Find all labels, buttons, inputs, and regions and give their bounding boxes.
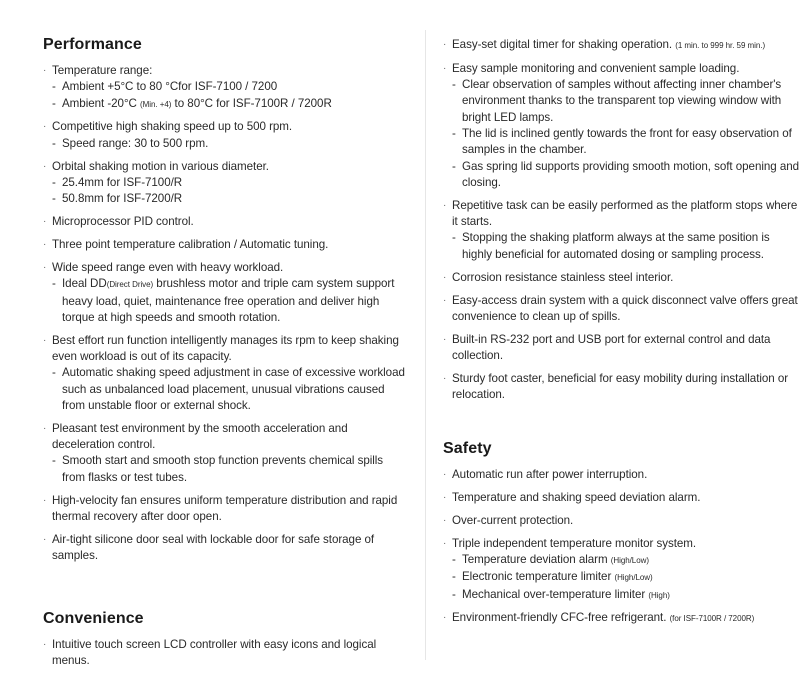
text: The lid is inclined gently towards the front for easy observation of samples in the chamber. (462, 127, 792, 157)
convenience-list (43, 637, 408, 670)
dash-icon: - (452, 552, 456, 566)
text: Ideal DD (62, 277, 107, 291)
dash-icon: - (52, 175, 56, 189)
text: Ambient +5°C to 80 °Cfor ISF-7100 / 7200 (62, 80, 278, 94)
bullet-icon: · (443, 612, 447, 624)
text: Pleasant test environment by the smooth acceleration and deceleration control. (52, 421, 348, 452)
text: Microprocessor PID control. (52, 215, 194, 229)
sub-item (52, 365, 408, 414)
text: Three point temperature calibration / Automatic tuning. (52, 238, 329, 252)
text: Automatic run after power interruption. (452, 468, 648, 481)
dash-icon: - (452, 231, 456, 245)
list-item (43, 260, 408, 326)
text: brushless motor and triple cam system support heavy load, quiet, maintenance free operation and deliver high torque at high speeds and smooth rotation. (62, 277, 395, 324)
bullet-icon: · (443, 514, 447, 526)
sub-item (452, 159, 800, 192)
dash-icon: - (52, 192, 56, 206)
convenience-continued-list (443, 37, 800, 404)
text: Temperature deviation alarm (462, 552, 611, 566)
list-item (443, 490, 800, 506)
list-item (443, 270, 800, 286)
list-item (443, 467, 800, 483)
text: to 80°C for ISF-7100R / 7200R (171, 96, 332, 110)
safety-heading: Safety (443, 440, 492, 457)
text: Easy sample monitoring and convenient sample loading. (452, 61, 740, 75)
list-item (43, 63, 408, 113)
convenience-heading: Convenience (43, 610, 144, 627)
small-note: (for ISF-7100R / 7200R) (669, 614, 755, 624)
sub-item (52, 191, 408, 207)
text: Easy-access drain system with a quick disconnect valve offers great convenience to clean up of spills. (452, 293, 798, 323)
list-item (443, 332, 800, 365)
text: Environment-friendly CFC-free refrigerant. (452, 611, 670, 625)
dash-icon: - (452, 159, 456, 173)
dash-icon: - (52, 277, 56, 291)
text: Air-tight silicone door seal with lockable door for safe storage of samples. (52, 532, 375, 563)
bullet-icon: · (43, 422, 47, 434)
sub-item (52, 276, 408, 326)
list-item (443, 61, 800, 191)
list-item (443, 371, 800, 404)
list-item (443, 293, 800, 326)
text: Automatic shaking speed adjustment in case of excessive workload such as unbalanced load placement, unusual vibrations caused from unstable floor or external shock. (62, 366, 405, 412)
text: Ambient -20°C (62, 96, 141, 110)
sub-item (52, 175, 408, 191)
dash-icon: - (52, 366, 56, 380)
column-divider (425, 30, 426, 660)
text: Best effort run function intelligently manages its rpm to keep shaking even workload is out of its capacity. (52, 333, 399, 364)
sub-item (52, 96, 408, 113)
bullet-icon: · (443, 39, 447, 50)
text: Repetitive task can be easily performed as the platform stops where it starts. (452, 198, 798, 229)
text: Corrosion resistance stainless steel interior. (452, 270, 674, 284)
text: Gas spring lid supports providing smooth motion, soft opening and closing. (462, 159, 800, 189)
text: Speed range: 30 to 500 rpm. (62, 136, 209, 150)
list-item (443, 610, 800, 627)
text: Intuitive touch screen LCD controller with easy icons and logical menus. (52, 638, 377, 668)
bullet-icon: · (443, 372, 447, 384)
list-item (43, 637, 408, 670)
text: Triple independent temperature monitor system. (452, 536, 697, 550)
sub-item (452, 230, 800, 263)
safety-section (443, 440, 800, 634)
safety-list (443, 467, 800, 628)
text: 25.4mm for ISF-7100/R (62, 175, 183, 189)
bullet-icon: · (43, 239, 47, 251)
list-item (43, 333, 408, 414)
text: Stopping the shaking platform always at the same position is highly beneficial for automated dosing or sampling process. (462, 231, 770, 261)
sub-item (452, 587, 800, 604)
text: Over-current protection. (452, 513, 574, 527)
text: Smooth start and smooth stop function prevents chemical spills from flasks or test tubes. (62, 454, 384, 484)
bullet-icon: · (443, 537, 447, 549)
list-item (43, 119, 408, 152)
text: High-velocity fan ensures uniform temperature distribution and rapid thermal recovery after door open. (52, 493, 398, 523)
bullet-icon: · (43, 121, 47, 133)
text: Competitive high shaking speed up to 500 rpm. (52, 120, 293, 134)
text: Easy-set digital timer for shaking operation. (452, 38, 676, 51)
text: Orbital shaking motion in various diameter. (52, 159, 269, 173)
small-note: (1 min. to 999 hr. 59 min.) (675, 41, 766, 50)
list-item (443, 198, 800, 263)
list-item (43, 421, 408, 486)
dash-icon: - (52, 136, 56, 150)
text: Wide speed range even with heavy workload. (52, 260, 284, 274)
sub-item (452, 77, 800, 126)
small-note: (High/Low) (614, 573, 653, 583)
dash-icon: - (452, 587, 456, 601)
small-note: (Min. +4) (140, 99, 172, 109)
text: Temperature range: (52, 64, 153, 77)
sub-item (52, 453, 408, 486)
text: Built-in RS-232 port and USB port for external control and data collection. (452, 332, 771, 363)
bullet-icon: · (43, 261, 47, 273)
bullet-icon: · (443, 62, 447, 74)
bullet-icon: · (443, 271, 447, 283)
list-item (443, 536, 800, 604)
dash-icon: - (52, 454, 56, 468)
bullet-icon: · (443, 199, 447, 211)
sub-item (452, 126, 800, 159)
small-note: (High) (648, 590, 670, 600)
performance-list (43, 63, 408, 564)
sub-item (452, 552, 800, 569)
list-item (43, 532, 408, 565)
list-item (43, 214, 408, 230)
convenience-section (43, 610, 408, 676)
list-item (43, 159, 408, 208)
text: 50.8mm for ISF-7200/R (62, 192, 183, 206)
bullet-icon: · (43, 216, 47, 228)
bullet-icon: · (443, 469, 447, 480)
sub-item (452, 569, 800, 586)
text: Clear observation of samples without affecting inner chamber's environment thanks to the transparent top viewing window with bright LED lamps. (462, 78, 782, 124)
dash-icon: - (52, 96, 56, 110)
performance-section (43, 36, 408, 571)
bullet-icon: · (443, 294, 447, 306)
bullet-icon: · (43, 533, 47, 545)
list-item (43, 237, 408, 253)
text: Mechanical over-temperature limiter (462, 587, 649, 601)
bullet-icon: · (43, 160, 47, 172)
sub-item (52, 136, 408, 152)
small-note: (High/Low) (610, 555, 649, 565)
dash-icon: - (52, 80, 56, 94)
text: Temperature and shaking speed deviation alarm. (452, 490, 701, 504)
bullet-icon: · (43, 65, 47, 76)
list-item (443, 513, 800, 529)
bullet-icon: · (43, 494, 47, 506)
bullet-icon: · (43, 639, 47, 650)
dash-icon: - (452, 127, 456, 141)
dash-icon: - (452, 570, 456, 584)
text: Electronic temperature limiter (462, 570, 615, 584)
convenience-continued-section (443, 37, 800, 410)
text: Sturdy foot caster, beneficial for easy mobility during installation or relocation. (452, 371, 789, 402)
bullet-icon: · (443, 333, 447, 345)
small-note: (Direct Drive) (106, 280, 154, 290)
sub-item (52, 79, 408, 95)
performance-heading: Performance (43, 36, 142, 53)
dash-icon: - (452, 78, 456, 92)
bullet-icon: · (43, 334, 47, 346)
bullet-icon: · (443, 491, 447, 503)
list-item (443, 37, 800, 54)
list-item (43, 493, 408, 526)
